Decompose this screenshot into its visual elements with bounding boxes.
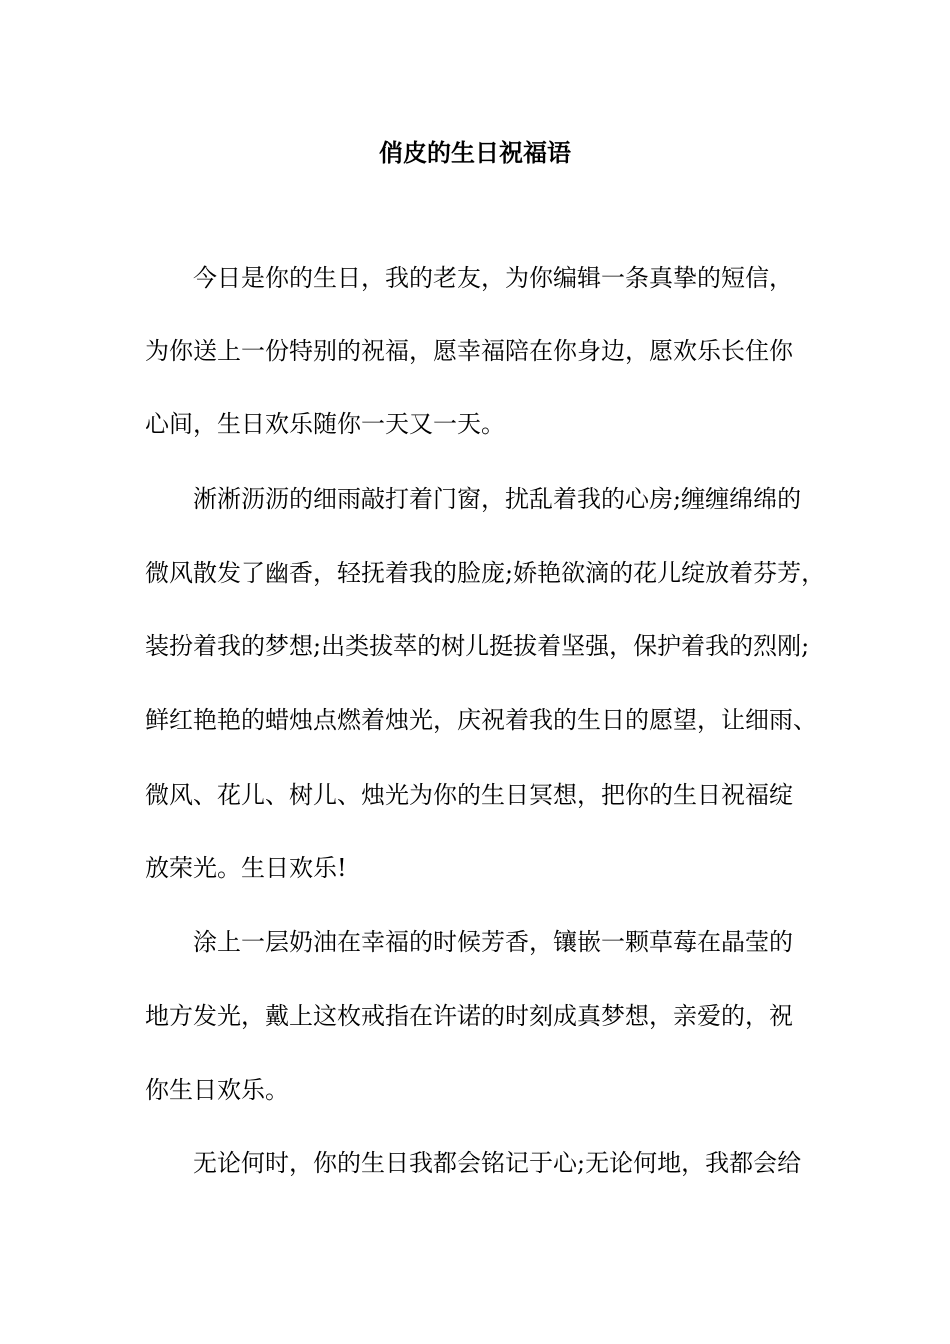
document-title: 俏皮的生日祝福语 bbox=[379, 139, 571, 167]
paragraph-3-line-1: 涂上一层奶油在幸福的时候芳香，镶嵌一颗草莓在晶莹的 bbox=[193, 928, 793, 956]
paragraph-3-line-2: 地方发光，戴上这枚戒指在许诺的时刻成真梦想，亲爱的，祝 bbox=[145, 1002, 793, 1030]
paragraph-2-line-2: 微风散发了幽香，轻抚着我的脸庞;娇艳欲滴的花儿绽放着芬芳， bbox=[145, 559, 826, 587]
paragraph-2-line-5: 微风、花儿、树儿、烛光为你的生日冥想，把你的生日祝福绽 bbox=[145, 781, 793, 809]
paragraph-1-line-1: 今日是你的生日，我的老友，为你编辑一条真挚的短信， bbox=[193, 264, 793, 292]
paragraph-3-line-3: 你生日欢乐。 bbox=[145, 1076, 289, 1104]
paragraph-2-line-4: 鲜红艳艳的蜡烛点燃着烛光，庆祝着我的生日的愿望，让细雨、 bbox=[145, 706, 817, 734]
paragraph-2-line-3: 装扮着我的梦想;出类拔萃的树儿挺拔着坚强，保护着我的烈刚; bbox=[145, 632, 810, 660]
paragraph-1-line-3: 心间，生日欢乐随你一天又一天。 bbox=[145, 410, 505, 438]
paragraph-1-line-2: 为你送上一份特别的祝福，愿幸福陪在你身边，愿欢乐长住你 bbox=[145, 337, 793, 365]
paragraph-2-line-1: 淅淅沥沥的细雨敲打着门窗，扰乱着我的心房;缠缠绵绵的 bbox=[193, 485, 802, 513]
paragraph-4-line-1: 无论何时，你的生日我都会铭记于心;无论何地，我都会给 bbox=[193, 1149, 802, 1177]
paragraph-2-line-6: 放荣光。生日欢乐! bbox=[145, 854, 347, 882]
